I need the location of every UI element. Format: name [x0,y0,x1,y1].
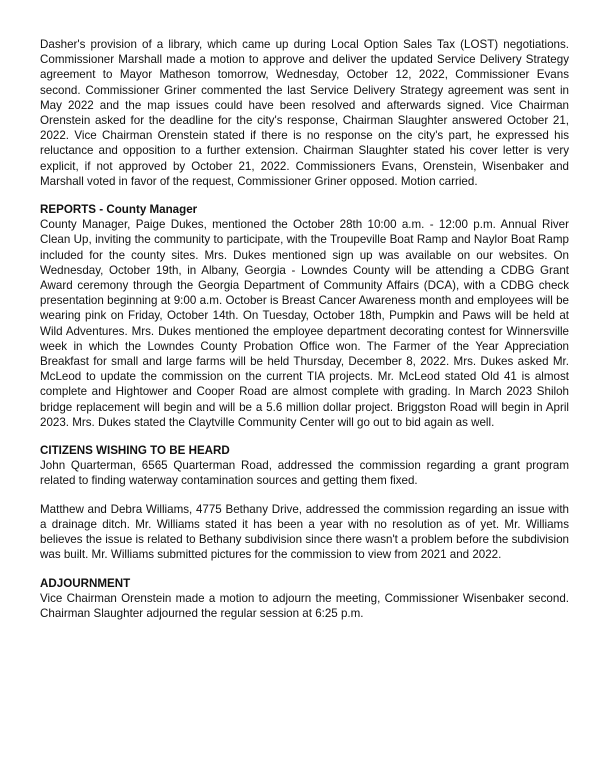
intro-paragraph: Dasher's provision of a library, which came up during Local Option Sales Tax (LOST) negotiations. Commissioner Marshall made a motion to approve and deliver the updated Service Delivery Strategy agreement to Mayor Matheson tomorrow, Wednesday, October 12, 2022, Commissioner Evans second. Commissioner Griner commented the last Service Delivery Strategy agreement was sent in May 2022 and the map issues could have been resolved and afterwards signed. Vice Chairman Orenstein asked for the deadline for the city's response, Chairman Slaughter answered October 21, 2022. Vice Chairman Orenstein stated if there is no response on the city's part, he expressed his reluctance and opposition to a further extension. Chairman Slaughter stated his cover letter is very explicit, if not approved by October 21, 2022. Commissioners Evans, Orenstein, Wisenbaker and Marshall voted in favor of the request, Commissioner Griner opposed. Motion carried. [40,38,569,188]
citizens-section [40,443,569,562]
reports-section [40,202,569,430]
adjournment-body: Vice Chairman Orenstein made a motion to adjourn the meeting, Commissioner Wisenbaker second. Chairman Slaughter adjourned the regular session at 6:25 p.m. [40,591,569,620]
citizens-heading: CITIZENS WISHING TO BE HEARD [40,444,230,458]
reports-body: County Manager, Paige Dukes, mentioned the October 28th 10:00 a.m. - 12:00 p.m. Annual River Clean Up, inviting the community to participate, with the Troupeville Boat Ramp and Naylor Boat Ramp included for the county sites. Mrs. Dukes mentioned sign up was available on our websites. On Wednesday, October 19th, in Albany, Georgia - Lowndes County will be attending a CDBG Grant Award ceremony through the Georgia Department of Community Affairs (DCA), with a CDBG check presentation beginning at 9:00 a.m. October is Breast Cancer Awareness month and employees will be wearing pink on Friday, October 14th. On Tuesday, October 18th, Pumpkin and Paws will be held at Wild Adventures. Mrs. Dukes mentioned the employee department decorating contest for Winnersville week in which the Lowndes County Probation Office won. The Farmer of the Year Appreciation Breakfast for small and large farms will be held Thursday, December 8, 2022. Mrs. Dukes asked Mr. McLeod to update the commission on the current TIA projects. Mr. McLeod stated Old 41 is almost complete and Hightower and Cooper Road are almost complete with grading. In March 2023 Shiloh bridge replacement will begin and will be a 5.6 million dollar project. Briggston Road will begin in April 2023. Mrs. Dukes stated the Claytville Community Center will go out to bid again as well. [40,218,569,429]
document-page [40,37,569,634]
reports-heading: REPORTS - County Manager [40,203,198,217]
adjournment-heading: ADJOURNMENT [40,576,131,590]
adjournment-section [40,576,569,622]
citizens-paragraph-quarterman: John Quarterman, 6565 Quarterman Road, addressed the commission regarding a grant program related to finding waterway contamination sources and getting them fixed. [40,459,569,488]
citizens-paragraph-williams: Matthew and Debra Williams, 4775 Bethany Drive, addressed the commission regarding an issue with a drainage ditch. Mr. Williams stated it has been a year with no resolution as of yet. Mr. Williams believes the issue is related to Bethany subdivision since there wasn't a problem before the subdivision was built. Mr. Williams submitted pictures for the commission to view from 2021 and 2022. [40,502,569,562]
